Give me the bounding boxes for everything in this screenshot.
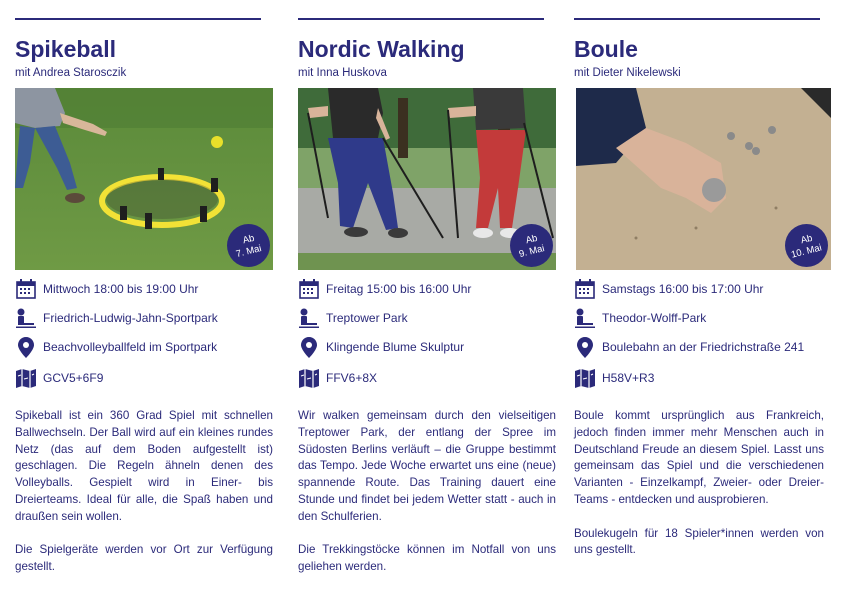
badge-line-1: Ab xyxy=(524,232,539,246)
start-date-badge xyxy=(785,224,828,267)
badge-line-2: 10. Mai xyxy=(789,241,823,261)
plus-code-row xyxy=(298,367,556,391)
venue-row xyxy=(15,307,273,331)
activity-card-spikeball xyxy=(15,0,273,595)
top-divider xyxy=(15,18,261,20)
activity-title: Spikeball xyxy=(15,36,116,62)
activity-title: Boule xyxy=(574,36,638,62)
plus-code-text: H58V+R3 xyxy=(602,371,655,385)
meeting-point-text: Boulebahn an der Friedrichstraße 241 xyxy=(602,340,805,354)
schedule-row xyxy=(574,278,832,302)
venue-text: Friedrich-Ludwig-Jahn-Sportpark xyxy=(43,311,218,325)
activity-instructor: mit Andrea Starosczik xyxy=(15,67,127,79)
activity-photo xyxy=(15,88,273,270)
top-divider xyxy=(298,18,544,20)
meeting-point-text: Beachvolleyballfeld im Sportpark xyxy=(43,340,218,354)
badge-line-2: 9. Mai xyxy=(517,242,546,260)
schedule-text: Samstags 16:00 bis 17:00 Uhr xyxy=(602,282,764,296)
map-pin-icon xyxy=(298,336,320,358)
activity-title: Nordic Walking xyxy=(298,36,465,62)
activity-description xyxy=(15,408,273,593)
plus-code-text: FFV6+8X xyxy=(326,371,378,385)
activity-photo xyxy=(576,88,831,270)
badge-line-1: Ab xyxy=(799,232,814,246)
venue-row xyxy=(298,307,556,331)
description-paragraph: Wir walken gemeinsam durch den vielseitigen Treptower Park, der entlang der Spree im Südosten Berlins verläuft – die Gruppe bestimmt das Tempo. Jede Woche erwartet uns eine (neue) spannende Route. Das Training dauert eine Stunde und findet bei jedem Wetter statt - auch in den Schulferien. xyxy=(298,409,556,523)
plus-code-row xyxy=(15,367,273,391)
person-at-desk-icon xyxy=(574,307,596,329)
schedule-row xyxy=(298,278,556,302)
description-paragraph: Boule kommt ursprünglich aus Frankreich, jedoch finden immer mehr Menschen auch in Deutschland Freude an diesem Spiel. Lasst uns gemeinsam das Spiel und die verschiedenen Varianten - Einzelkampf, Zweier- oder Dreier-Teams - entdecken und ausprobieren. xyxy=(574,409,824,506)
map-pin-icon xyxy=(574,336,596,358)
activity-description xyxy=(298,408,556,593)
activity-photo xyxy=(298,88,556,270)
map-icon xyxy=(298,367,320,389)
map-icon xyxy=(574,367,596,389)
badge-line-2: 7. Mai xyxy=(234,242,263,260)
activity-instructor: mit Dieter Nikelewski xyxy=(574,67,681,79)
start-date-badge xyxy=(510,224,553,267)
venue-text: Theodor-Wolff-Park xyxy=(602,311,707,325)
venue-row xyxy=(574,307,832,331)
activity-card-nordic-walking xyxy=(298,0,556,595)
equipment-note: Die Spielgeräte werden vor Ort zur Verfügung gestellt. xyxy=(15,543,273,574)
venue-text: Treptower Park xyxy=(326,311,408,325)
schedule-text: Freitag 15:00 bis 16:00 Uhr xyxy=(326,282,472,296)
top-divider xyxy=(574,18,820,20)
calendar-icon xyxy=(298,278,320,300)
map-pin-icon xyxy=(15,336,37,358)
schedule-row xyxy=(15,278,273,302)
meeting-point-text: Klingende Blume Skulptur xyxy=(326,340,465,354)
activity-instructor: mit Inna Huskova xyxy=(298,67,387,79)
meeting-point-row xyxy=(15,336,273,360)
map-icon xyxy=(15,367,37,389)
activity-card-boule xyxy=(574,0,832,595)
description-paragraph: Spikeball ist ein 360 Grad Spiel mit schnellen Ballwechseln. Der Ball wird auf ein kleines rundes Netz (das auf dem Boden aufgestellt ist) geschlagen. Die Regeln ähneln denen des Volleyballs. Gespielt wird in Einer- bis Dreierteams. Ideal für alle, die Spaß haben und draußen sein wollen. xyxy=(15,409,273,523)
calendar-icon xyxy=(574,278,596,300)
person-at-desk-icon xyxy=(298,307,320,329)
plus-code-text: GCV5+6F9 xyxy=(43,371,104,385)
badge-line-1: Ab xyxy=(241,232,256,246)
meeting-point-row xyxy=(574,336,832,360)
calendar-icon xyxy=(15,278,37,300)
meeting-point-row xyxy=(298,336,556,360)
plus-code-row xyxy=(574,367,832,391)
person-at-desk-icon xyxy=(15,307,37,329)
equipment-note: Die Trekkingstöcke können im Notfall von uns geliehen werden. xyxy=(298,543,556,574)
schedule-text: Mittwoch 18:00 bis 19:00 Uhr xyxy=(43,282,199,296)
start-date-badge xyxy=(227,224,270,267)
activity-description xyxy=(574,408,824,576)
equipment-note: Boulekugeln für 18 Spieler*innen werden von uns gestellt. xyxy=(574,526,824,557)
